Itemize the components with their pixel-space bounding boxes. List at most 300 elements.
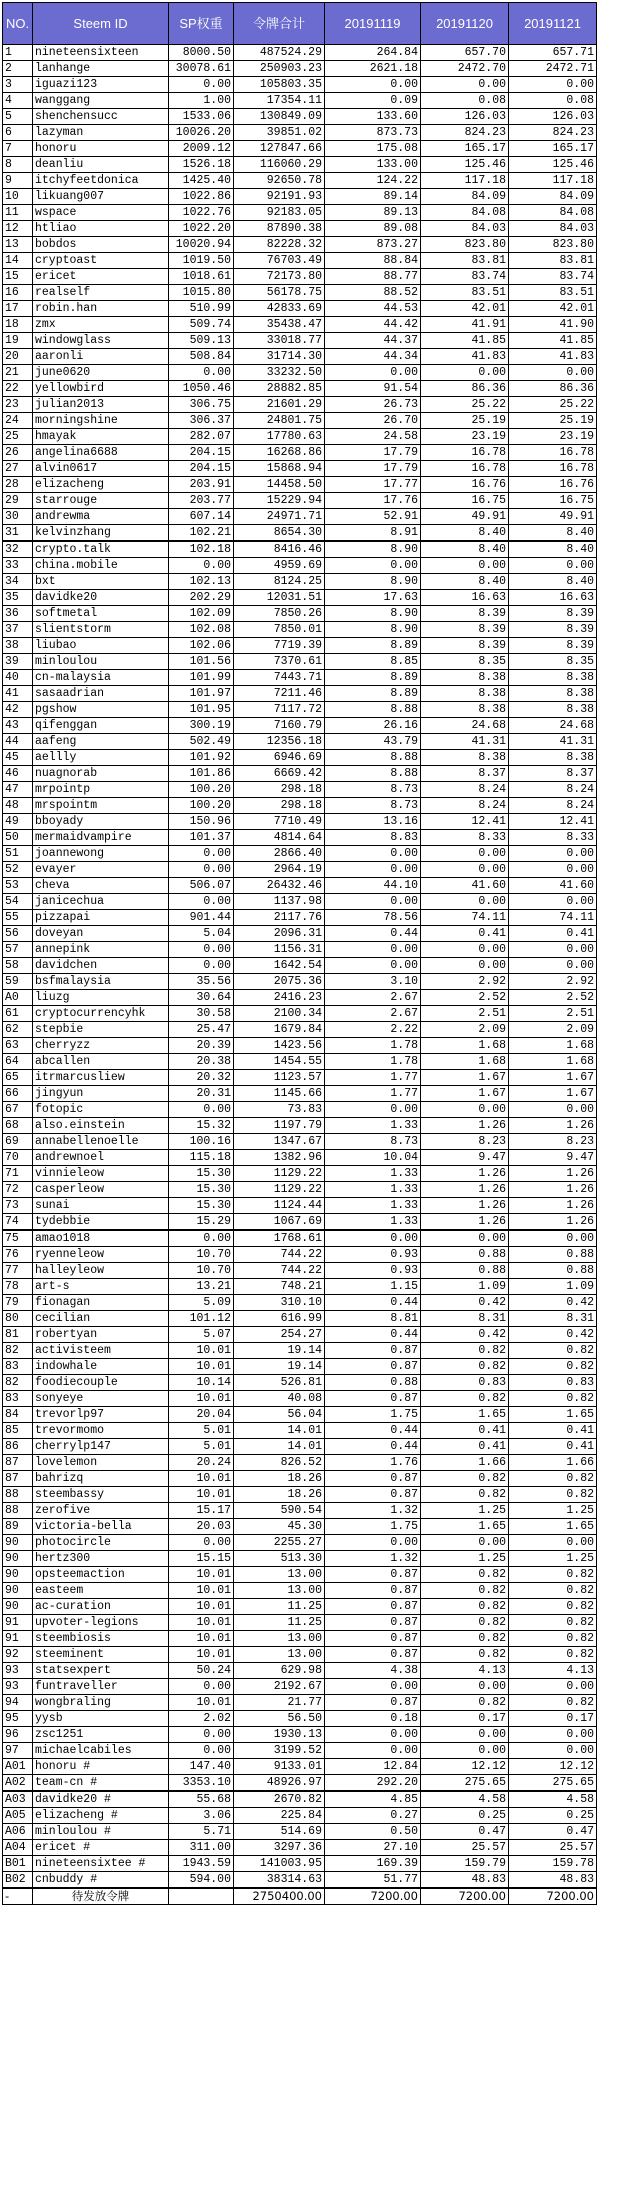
cell-token-total[interactable]: 56.50 [234, 1711, 325, 1727]
cell-no[interactable]: 20 [3, 349, 33, 365]
cell-sp-weight[interactable]: 15.29 [169, 1214, 234, 1231]
cell-no[interactable]: 88 [3, 1487, 33, 1503]
cell-token-total[interactable]: 1679.84 [234, 1022, 325, 1038]
cell-d20191120[interactable]: 0.42 [421, 1327, 509, 1343]
cell-d20191121[interactable]: 0.82 [509, 1567, 597, 1583]
cell-no[interactable]: 38 [3, 638, 33, 654]
cell-steem-id[interactable]: amao1018 [33, 1230, 169, 1247]
cell-d20191121[interactable]: 24.68 [509, 718, 597, 734]
cell-token-total[interactable]: 4814.64 [234, 830, 325, 846]
cell-steem-id[interactable]: pgshow [33, 702, 169, 718]
cell-no[interactable]: 94 [3, 1695, 33, 1711]
cell-d20191121[interactable]: 0.25 [509, 1808, 597, 1824]
cell-d20191120[interactable]: 0.82 [421, 1359, 509, 1375]
cell-no[interactable]: 70 [3, 1150, 33, 1166]
cell-sp-weight[interactable]: 15.17 [169, 1503, 234, 1519]
cell-steem-id[interactable]: indowhale [33, 1359, 169, 1375]
cell-steem-id[interactable]: iguazi123 [33, 77, 169, 93]
cell-token-total[interactable]: 21.77 [234, 1695, 325, 1711]
cell-sp-weight[interactable]: 10.01 [169, 1567, 234, 1583]
cell-d20191120[interactable]: 0.08 [421, 93, 509, 109]
cell-no[interactable]: 1 [3, 45, 33, 61]
cell-no[interactable]: 79 [3, 1295, 33, 1311]
header-token-total[interactable]: 令牌合计 [234, 3, 325, 45]
cell-d20191120[interactable]: 0.82 [421, 1615, 509, 1631]
cell-no[interactable]: 25 [3, 429, 33, 445]
cell-d20191121[interactable]: 657.71 [509, 45, 597, 61]
cell-token-total[interactable]: 7850.01 [234, 622, 325, 638]
cell-d20191120[interactable]: 1.26 [421, 1166, 509, 1182]
cell-steem-id[interactable]: team-cn # [33, 1775, 169, 1792]
cell-no[interactable]: 82 [3, 1343, 33, 1359]
cell-d20191119[interactable]: 0.87 [325, 1567, 421, 1583]
cell-sp-weight[interactable]: 101.56 [169, 654, 234, 670]
cell-token-total[interactable]: 72173.80 [234, 269, 325, 285]
cell-d20191121[interactable]: 0.82 [509, 1599, 597, 1615]
cell-d20191120[interactable]: 1.68 [421, 1054, 509, 1070]
cell-steem-id[interactable]: fionagan [33, 1295, 169, 1311]
cell-token-total[interactable]: 14458.50 [234, 477, 325, 493]
cell-sp-weight[interactable]: 510.99 [169, 301, 234, 317]
cell-no[interactable]: 5 [3, 109, 33, 125]
cell-d20191120[interactable]: 74.11 [421, 910, 509, 926]
cell-d20191119[interactable]: 0.93 [325, 1263, 421, 1279]
cell-d20191119[interactable]: 0.44 [325, 1439, 421, 1455]
cell-d20191119[interactable]: 89.08 [325, 221, 421, 237]
cell-d20191120[interactable]: 8.38 [421, 750, 509, 766]
cell-sp-weight[interactable]: 0.00 [169, 862, 234, 878]
cell-sp-weight[interactable]: 10.01 [169, 1599, 234, 1615]
cell-no[interactable]: 23 [3, 397, 33, 413]
cell-token-total[interactable]: 7719.39 [234, 638, 325, 654]
cell-d20191120[interactable]: 0.83 [421, 1375, 509, 1391]
cell-d20191121[interactable]: 159.78 [509, 1856, 597, 1872]
cell-steem-id[interactable]: starrouge [33, 493, 169, 509]
cell-d20191119[interactable]: 0.87 [325, 1695, 421, 1711]
cell-d20191121[interactable]: 1.26 [509, 1166, 597, 1182]
cell-token-total[interactable]: 1145.66 [234, 1086, 325, 1102]
cell-d20191119[interactable]: 0.93 [325, 1247, 421, 1263]
cell-d20191119[interactable]: 88.84 [325, 253, 421, 269]
cell-d20191119[interactable]: 8.89 [325, 686, 421, 702]
cell-sp-weight[interactable]: 15.30 [169, 1182, 234, 1198]
total-label[interactable]: 待发放令牌 [33, 1888, 169, 1905]
cell-token-total[interactable]: 9133.01 [234, 1759, 325, 1775]
cell-d20191120[interactable]: 2.52 [421, 990, 509, 1006]
cell-steem-id[interactable]: fotopic [33, 1102, 169, 1118]
cell-token-total[interactable]: 2075.36 [234, 974, 325, 990]
cell-sp-weight[interactable]: 13.21 [169, 1279, 234, 1295]
cell-sp-weight[interactable]: 55.68 [169, 1791, 234, 1808]
cell-d20191121[interactable]: 84.03 [509, 221, 597, 237]
cell-d20191121[interactable]: 8.24 [509, 782, 597, 798]
cell-d20191121[interactable]: 0.42 [509, 1327, 597, 1343]
cell-no[interactable]: 90 [3, 1599, 33, 1615]
cell-d20191120[interactable]: 8.35 [421, 654, 509, 670]
cell-no[interactable]: 30 [3, 509, 33, 525]
cell-d20191120[interactable]: 25.19 [421, 413, 509, 429]
cell-token-total[interactable]: 116060.29 [234, 157, 325, 173]
cell-no[interactable]: 90 [3, 1535, 33, 1551]
cell-no[interactable]: 49 [3, 814, 33, 830]
cell-d20191119[interactable]: 8.88 [325, 766, 421, 782]
cell-token-total[interactable]: 1423.56 [234, 1038, 325, 1054]
cell-token-total[interactable]: 42833.69 [234, 301, 325, 317]
cell-d20191121[interactable]: 0.82 [509, 1359, 597, 1375]
cell-d20191121[interactable]: 0.82 [509, 1391, 597, 1407]
cell-sp-weight[interactable]: 50.24 [169, 1663, 234, 1679]
cell-sp-weight[interactable]: 25.47 [169, 1022, 234, 1038]
cell-no[interactable]: 85 [3, 1423, 33, 1439]
cell-steem-id[interactable]: yysb [33, 1711, 169, 1727]
cell-no[interactable]: 42 [3, 702, 33, 718]
cell-d20191119[interactable]: 51.77 [325, 1872, 421, 1889]
cell-d20191120[interactable]: 0.00 [421, 1535, 509, 1551]
cell-steem-id[interactable]: liubao [33, 638, 169, 654]
cell-d20191120[interactable]: 0.82 [421, 1343, 509, 1359]
cell-token-total[interactable]: 7850.26 [234, 606, 325, 622]
cell-no[interactable]: 17 [3, 301, 33, 317]
cell-d20191121[interactable]: 0.00 [509, 1727, 597, 1743]
cell-token-total[interactable]: 1454.55 [234, 1054, 325, 1070]
cell-d20191120[interactable]: 1.67 [421, 1070, 509, 1086]
cell-d20191120[interactable]: 0.41 [421, 1423, 509, 1439]
cell-d20191120[interactable]: 0.88 [421, 1247, 509, 1263]
cell-sp-weight[interactable]: 20.31 [169, 1086, 234, 1102]
cell-no[interactable]: 13 [3, 237, 33, 253]
cell-token-total[interactable]: 310.10 [234, 1295, 325, 1311]
cell-d20191119[interactable]: 4.38 [325, 1663, 421, 1679]
cell-no[interactable]: 65 [3, 1070, 33, 1086]
cell-sp-weight[interactable]: 101.95 [169, 702, 234, 718]
cell-steem-id[interactable]: mrspointm [33, 798, 169, 814]
cell-d20191119[interactable]: 8.83 [325, 830, 421, 846]
cell-token-total[interactable]: 76703.49 [234, 253, 325, 269]
cell-no[interactable]: 95 [3, 1711, 33, 1727]
cell-steem-id[interactable]: zsc1251 [33, 1727, 169, 1743]
cell-d20191120[interactable]: 0.00 [421, 1230, 509, 1247]
cell-d20191119[interactable]: 1.77 [325, 1086, 421, 1102]
total-20191120[interactable]: 7200.00 [421, 1888, 509, 1905]
cell-steem-id[interactable]: deanliu [33, 157, 169, 173]
cell-steem-id[interactable]: jingyun [33, 1086, 169, 1102]
total-20191121[interactable]: 7200.00 [509, 1888, 597, 1905]
cell-d20191120[interactable]: 12.12 [421, 1759, 509, 1775]
cell-steem-id[interactable]: wongbraling [33, 1695, 169, 1711]
cell-token-total[interactable]: 14.01 [234, 1423, 325, 1439]
cell-d20191119[interactable]: 0.87 [325, 1471, 421, 1487]
cell-token-total[interactable]: 92650.78 [234, 173, 325, 189]
cell-d20191119[interactable]: 8.89 [325, 638, 421, 654]
cell-d20191121[interactable]: 2.52 [509, 990, 597, 1006]
cell-steem-id[interactable]: cecilian [33, 1311, 169, 1327]
cell-token-total[interactable]: 1129.22 [234, 1182, 325, 1198]
cell-token-total[interactable]: 1197.79 [234, 1118, 325, 1134]
cell-no[interactable]: 64 [3, 1054, 33, 1070]
cell-steem-id[interactable]: lanhange [33, 61, 169, 77]
cell-no[interactable]: 87 [3, 1471, 33, 1487]
cell-d20191121[interactable]: 1.26 [509, 1214, 597, 1231]
cell-d20191120[interactable]: 0.88 [421, 1263, 509, 1279]
cell-no[interactable]: 82 [3, 1375, 33, 1391]
cell-d20191120[interactable]: 1.65 [421, 1407, 509, 1423]
cell-d20191121[interactable]: 0.82 [509, 1343, 597, 1359]
cell-sp-weight[interactable]: 20.38 [169, 1054, 234, 1070]
cell-d20191120[interactable]: 117.18 [421, 173, 509, 189]
cell-d20191121[interactable]: 0.00 [509, 1102, 597, 1118]
cell-d20191120[interactable]: 41.85 [421, 333, 509, 349]
cell-sp-weight[interactable]: 509.74 [169, 317, 234, 333]
cell-d20191119[interactable]: 0.00 [325, 1743, 421, 1759]
cell-d20191120[interactable]: 8.33 [421, 830, 509, 846]
cell-d20191120[interactable]: 0.00 [421, 1102, 509, 1118]
cell-no[interactable]: 14 [3, 253, 33, 269]
cell-d20191120[interactable]: 0.17 [421, 1711, 509, 1727]
cell-token-total[interactable]: 1930.13 [234, 1727, 325, 1743]
cell-sp-weight[interactable]: 10.01 [169, 1695, 234, 1711]
cell-d20191121[interactable]: 83.74 [509, 269, 597, 285]
cell-d20191120[interactable]: 4.13 [421, 1663, 509, 1679]
cell-d20191120[interactable]: 0.00 [421, 846, 509, 862]
cell-steem-id[interactable]: davidke20 # [33, 1791, 169, 1808]
cell-sp-weight[interactable]: 1022.86 [169, 189, 234, 205]
cell-d20191121[interactable]: 16.75 [509, 493, 597, 509]
cell-d20191120[interactable]: 8.38 [421, 670, 509, 686]
cell-no[interactable]: 66 [3, 1086, 33, 1102]
cell-token-total[interactable]: 7710.49 [234, 814, 325, 830]
cell-no[interactable]: 73 [3, 1198, 33, 1214]
cell-sp-weight[interactable]: 102.13 [169, 574, 234, 590]
cell-d20191121[interactable]: 41.60 [509, 878, 597, 894]
cell-d20191120[interactable]: 0.00 [421, 958, 509, 974]
cell-d20191119[interactable]: 133.00 [325, 157, 421, 173]
cell-d20191121[interactable]: 0.00 [509, 365, 597, 381]
cell-token-total[interactable]: 590.54 [234, 1503, 325, 1519]
cell-d20191120[interactable]: 8.37 [421, 766, 509, 782]
cell-sp-weight[interactable]: 3.06 [169, 1808, 234, 1824]
cell-d20191119[interactable]: 0.00 [325, 1535, 421, 1551]
cell-steem-id[interactable]: elizacheng # [33, 1808, 169, 1824]
cell-steem-id[interactable]: trevorlp97 [33, 1407, 169, 1423]
cell-d20191120[interactable]: 2.51 [421, 1006, 509, 1022]
cell-no[interactable]: 50 [3, 830, 33, 846]
cell-steem-id[interactable]: casperleow [33, 1182, 169, 1198]
cell-d20191119[interactable]: 0.00 [325, 846, 421, 862]
cell-sp-weight[interactable]: 20.39 [169, 1038, 234, 1054]
cell-d20191120[interactable]: 0.82 [421, 1391, 509, 1407]
cell-token-total[interactable]: 21601.29 [234, 397, 325, 413]
cell-d20191119[interactable]: 1.32 [325, 1503, 421, 1519]
cell-sp-weight[interactable]: 204.15 [169, 461, 234, 477]
cell-token-total[interactable]: 3199.52 [234, 1743, 325, 1759]
cell-sp-weight[interactable]: 5.04 [169, 926, 234, 942]
cell-d20191119[interactable]: 8.81 [325, 1311, 421, 1327]
cell-no[interactable]: 97 [3, 1743, 33, 1759]
cell-d20191119[interactable]: 0.87 [325, 1599, 421, 1615]
cell-d20191119[interactable]: 88.77 [325, 269, 421, 285]
cell-d20191121[interactable]: 0.82 [509, 1615, 597, 1631]
cell-d20191119[interactable]: 13.16 [325, 814, 421, 830]
cell-no[interactable]: 63 [3, 1038, 33, 1054]
cell-steem-id[interactable]: art-s [33, 1279, 169, 1295]
cell-d20191121[interactable]: 125.46 [509, 157, 597, 173]
header-date-20191121[interactable]: 20191121 [509, 3, 597, 45]
cell-sp-weight[interactable]: 102.08 [169, 622, 234, 638]
cell-steem-id[interactable]: stepbie [33, 1022, 169, 1038]
cell-steem-id[interactable]: michaelcabiles [33, 1743, 169, 1759]
cell-d20191119[interactable]: 17.63 [325, 590, 421, 606]
cell-d20191121[interactable]: 8.31 [509, 1311, 597, 1327]
cell-sp-weight[interactable]: 0.00 [169, 558, 234, 574]
cell-no[interactable]: 55 [3, 910, 33, 926]
cell-d20191121[interactable]: 0.00 [509, 942, 597, 958]
header-date-20191119[interactable]: 20191119 [325, 3, 421, 45]
cell-d20191120[interactable]: 2.92 [421, 974, 509, 990]
cell-token-total[interactable]: 6669.42 [234, 766, 325, 782]
cell-sp-weight[interactable]: 306.37 [169, 413, 234, 429]
cell-no[interactable]: A01 [3, 1759, 33, 1775]
cell-sp-weight[interactable]: 0.00 [169, 958, 234, 974]
cell-d20191119[interactable]: 0.87 [325, 1615, 421, 1631]
cell-d20191120[interactable]: 1.26 [421, 1182, 509, 1198]
cell-d20191121[interactable]: 8.24 [509, 798, 597, 814]
cell-token-total[interactable]: 130849.09 [234, 109, 325, 125]
cell-d20191121[interactable]: 0.00 [509, 1230, 597, 1247]
cell-d20191119[interactable]: 44.42 [325, 317, 421, 333]
cell-d20191119[interactable]: 8.90 [325, 541, 421, 558]
cell-d20191119[interactable]: 24.58 [325, 429, 421, 445]
cell-steem-id[interactable]: elizacheng [33, 477, 169, 493]
cell-steem-id[interactable]: angelina6688 [33, 445, 169, 461]
cell-no[interactable]: 31 [3, 525, 33, 542]
cell-d20191120[interactable]: 16.78 [421, 461, 509, 477]
cell-sp-weight[interactable]: 10.01 [169, 1471, 234, 1487]
cell-d20191121[interactable]: 1.67 [509, 1086, 597, 1102]
cell-d20191121[interactable]: 126.03 [509, 109, 597, 125]
cell-d20191119[interactable]: 8.91 [325, 525, 421, 542]
cell-steem-id[interactable]: annabellenoelle [33, 1134, 169, 1150]
cell-d20191120[interactable]: 0.41 [421, 1439, 509, 1455]
cell-d20191119[interactable]: 873.73 [325, 125, 421, 141]
total-sp[interactable] [169, 1888, 234, 1905]
cell-d20191119[interactable]: 8.90 [325, 606, 421, 622]
cell-steem-id[interactable]: zerofive [33, 1503, 169, 1519]
cell-d20191120[interactable]: 824.23 [421, 125, 509, 141]
cell-d20191121[interactable]: 0.08 [509, 93, 597, 109]
cell-sp-weight[interactable]: 5.01 [169, 1423, 234, 1439]
cell-d20191121[interactable]: 1.26 [509, 1182, 597, 1198]
cell-d20191120[interactable]: 49.91 [421, 509, 509, 525]
cell-token-total[interactable]: 31714.30 [234, 349, 325, 365]
cell-d20191119[interactable]: 0.87 [325, 1487, 421, 1503]
header-sp-weight[interactable]: SP权重 [169, 3, 234, 45]
cell-no[interactable]: 4 [3, 93, 33, 109]
cell-token-total[interactable]: 1768.61 [234, 1230, 325, 1247]
cell-d20191120[interactable]: 8.38 [421, 702, 509, 718]
cell-d20191120[interactable]: 165.17 [421, 141, 509, 157]
cell-sp-weight[interactable]: 102.09 [169, 606, 234, 622]
cell-steem-id[interactable]: mermaidvampire [33, 830, 169, 846]
cell-d20191119[interactable]: 0.87 [325, 1631, 421, 1647]
cell-steem-id[interactable]: annepink [33, 942, 169, 958]
cell-sp-weight[interactable]: 101.99 [169, 670, 234, 686]
cell-d20191120[interactable]: 0.82 [421, 1647, 509, 1663]
cell-d20191121[interactable]: 23.19 [509, 429, 597, 445]
cell-d20191121[interactable]: 0.82 [509, 1647, 597, 1663]
cell-token-total[interactable]: 24971.71 [234, 509, 325, 525]
cell-d20191119[interactable]: 0.50 [325, 1824, 421, 1840]
cell-d20191120[interactable]: 1.26 [421, 1118, 509, 1134]
cell-d20191120[interactable]: 0.00 [421, 558, 509, 574]
cell-d20191121[interactable]: 0.42 [509, 1295, 597, 1311]
cell-token-total[interactable]: 526.81 [234, 1375, 325, 1391]
cell-steem-id[interactable]: nuagnorab [33, 766, 169, 782]
cell-d20191121[interactable]: 0.00 [509, 1743, 597, 1759]
cell-steem-id[interactable]: morningshine [33, 413, 169, 429]
cell-d20191120[interactable]: 41.83 [421, 349, 509, 365]
cell-steem-id[interactable]: funtraveller [33, 1679, 169, 1695]
cell-steem-id[interactable]: robertyan [33, 1327, 169, 1343]
cell-token-total[interactable]: 250903.23 [234, 61, 325, 77]
cell-d20191119[interactable]: 0.44 [325, 1327, 421, 1343]
cell-token-total[interactable]: 2096.31 [234, 926, 325, 942]
cell-token-total[interactable]: 73.83 [234, 1102, 325, 1118]
cell-no[interactable]: 24 [3, 413, 33, 429]
cell-no[interactable]: 89 [3, 1519, 33, 1535]
cell-d20191121[interactable]: 8.23 [509, 1134, 597, 1150]
cell-sp-weight[interactable]: 0.00 [169, 1679, 234, 1695]
cell-d20191120[interactable]: 9.47 [421, 1150, 509, 1166]
cell-d20191120[interactable]: 0.25 [421, 1808, 509, 1824]
cell-steem-id[interactable]: vinnieleow [33, 1166, 169, 1182]
cell-d20191119[interactable]: 2.67 [325, 1006, 421, 1022]
cell-d20191120[interactable]: 84.03 [421, 221, 509, 237]
cell-d20191119[interactable]: 44.34 [325, 349, 421, 365]
cell-no[interactable]: 77 [3, 1263, 33, 1279]
cell-d20191120[interactable]: 8.23 [421, 1134, 509, 1150]
cell-steem-id[interactable]: cheva [33, 878, 169, 894]
cell-sp-weight[interactable]: 101.97 [169, 686, 234, 702]
cell-d20191119[interactable]: 43.79 [325, 734, 421, 750]
cell-sp-weight[interactable]: 15.30 [169, 1166, 234, 1182]
cell-steem-id[interactable]: aellly [33, 750, 169, 766]
cell-d20191120[interactable]: 2472.70 [421, 61, 509, 77]
cell-token-total[interactable]: 33232.50 [234, 365, 325, 381]
cell-token-total[interactable]: 744.22 [234, 1247, 325, 1263]
cell-d20191120[interactable]: 0.41 [421, 926, 509, 942]
cell-steem-id[interactable]: nineteensixtee # [33, 1856, 169, 1872]
cell-d20191120[interactable]: 275.65 [421, 1775, 509, 1792]
cell-d20191121[interactable]: 824.23 [509, 125, 597, 141]
cell-sp-weight[interactable]: 5.71 [169, 1824, 234, 1840]
cell-steem-id[interactable]: kelvinzhang [33, 525, 169, 542]
cell-no[interactable]: 57 [3, 942, 33, 958]
cell-no[interactable]: 92 [3, 1647, 33, 1663]
total-no[interactable]: - [3, 1888, 33, 1905]
cell-sp-weight[interactable]: 35.56 [169, 974, 234, 990]
cell-steem-id[interactable]: andrewma [33, 509, 169, 525]
cell-d20191121[interactable]: 16.63 [509, 590, 597, 606]
cell-steem-id[interactable]: ericet # [33, 1840, 169, 1856]
cell-no[interactable]: 27 [3, 461, 33, 477]
cell-steem-id[interactable]: trevormomo [33, 1423, 169, 1439]
cell-sp-weight[interactable]: 1022.20 [169, 221, 234, 237]
cell-steem-id[interactable]: ericet [33, 269, 169, 285]
cell-d20191120[interactable]: 0.82 [421, 1567, 509, 1583]
cell-d20191119[interactable]: 8.73 [325, 798, 421, 814]
cell-token-total[interactable]: 1123.57 [234, 1070, 325, 1086]
cell-d20191119[interactable]: 169.39 [325, 1856, 421, 1872]
